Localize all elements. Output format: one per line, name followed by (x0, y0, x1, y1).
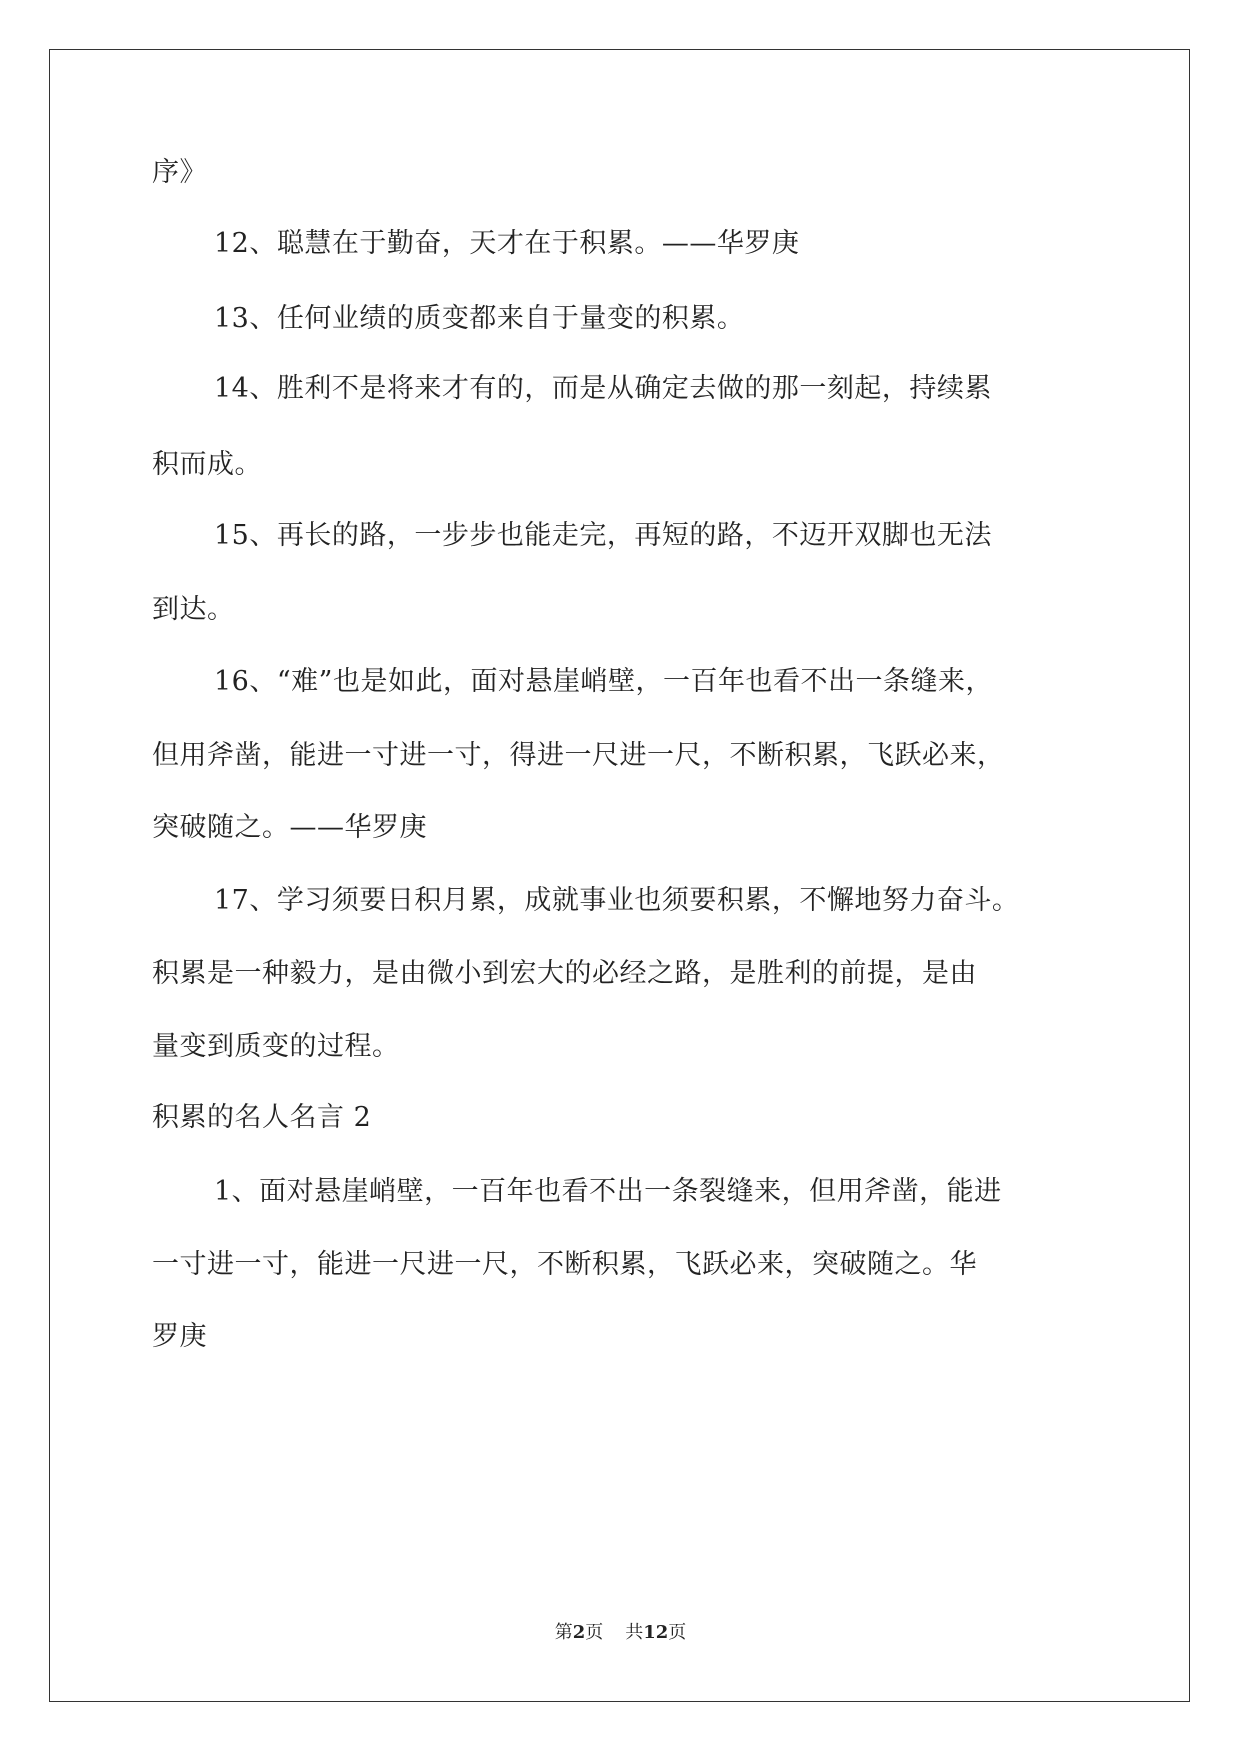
text-line: 但用斧凿，能进一寸进一寸，得进一尺进一尺，不断积累，飞跃必来， (152, 740, 1005, 771)
quote-line: 13、任何业绩的质变都来自于量变的积累。 (214, 303, 745, 334)
quote-line: 16、“难”也是如此，面对悬崖峭壁，一百年也看不出一条缝来， (214, 666, 993, 697)
page-prefix: 第 (554, 1622, 573, 1643)
total-prefix: 共 (625, 1622, 644, 1643)
page-current: 2 (572, 1622, 586, 1643)
page-total: 12 (643, 1622, 669, 1643)
text-line: 量变到质变的过程。 (152, 1031, 400, 1062)
text-line: 一寸进一寸，能进一尺进一尺，不断积累，飞跃必来，突破随之。华 (152, 1249, 977, 1280)
text-line: 到达。 (152, 594, 235, 625)
quote-line: 1、面对悬崖峭壁，一百年也看不出一条裂缝来，但用斧凿，能进 (214, 1176, 1002, 1207)
quote-line: 15、再长的路，一步步也能走完，再短的路，不迈开双脚也无法 (214, 520, 992, 551)
text-line: 序》 (152, 157, 207, 188)
total-suffix: 页 (668, 1622, 687, 1643)
text-line: 突破随之。——华罗庚 (152, 812, 427, 843)
section-heading: 积累的名人名言 2 (152, 1102, 372, 1133)
quote-line: 17、学习须要日积月累，成就事业也须要积累，不懈地努力奋斗。 (214, 885, 1020, 916)
text-line: 积累是一种毅力，是由微小到宏大的必经之路，是胜利的前提，是由 (152, 958, 977, 989)
text-line: 罗庚 (152, 1321, 207, 1352)
text-line: 积而成。 (152, 449, 262, 480)
page-footer (0, 1621, 1241, 1645)
page-suffix: 页 (585, 1622, 604, 1643)
page-border (49, 49, 1190, 1702)
quote-line: 12、聪慧在于勤奋，天才在于积累。——华罗庚 (214, 228, 800, 259)
quote-line: 14、胜利不是将来才有的，而是从确定去做的那一刻起，持续累 (214, 373, 992, 404)
